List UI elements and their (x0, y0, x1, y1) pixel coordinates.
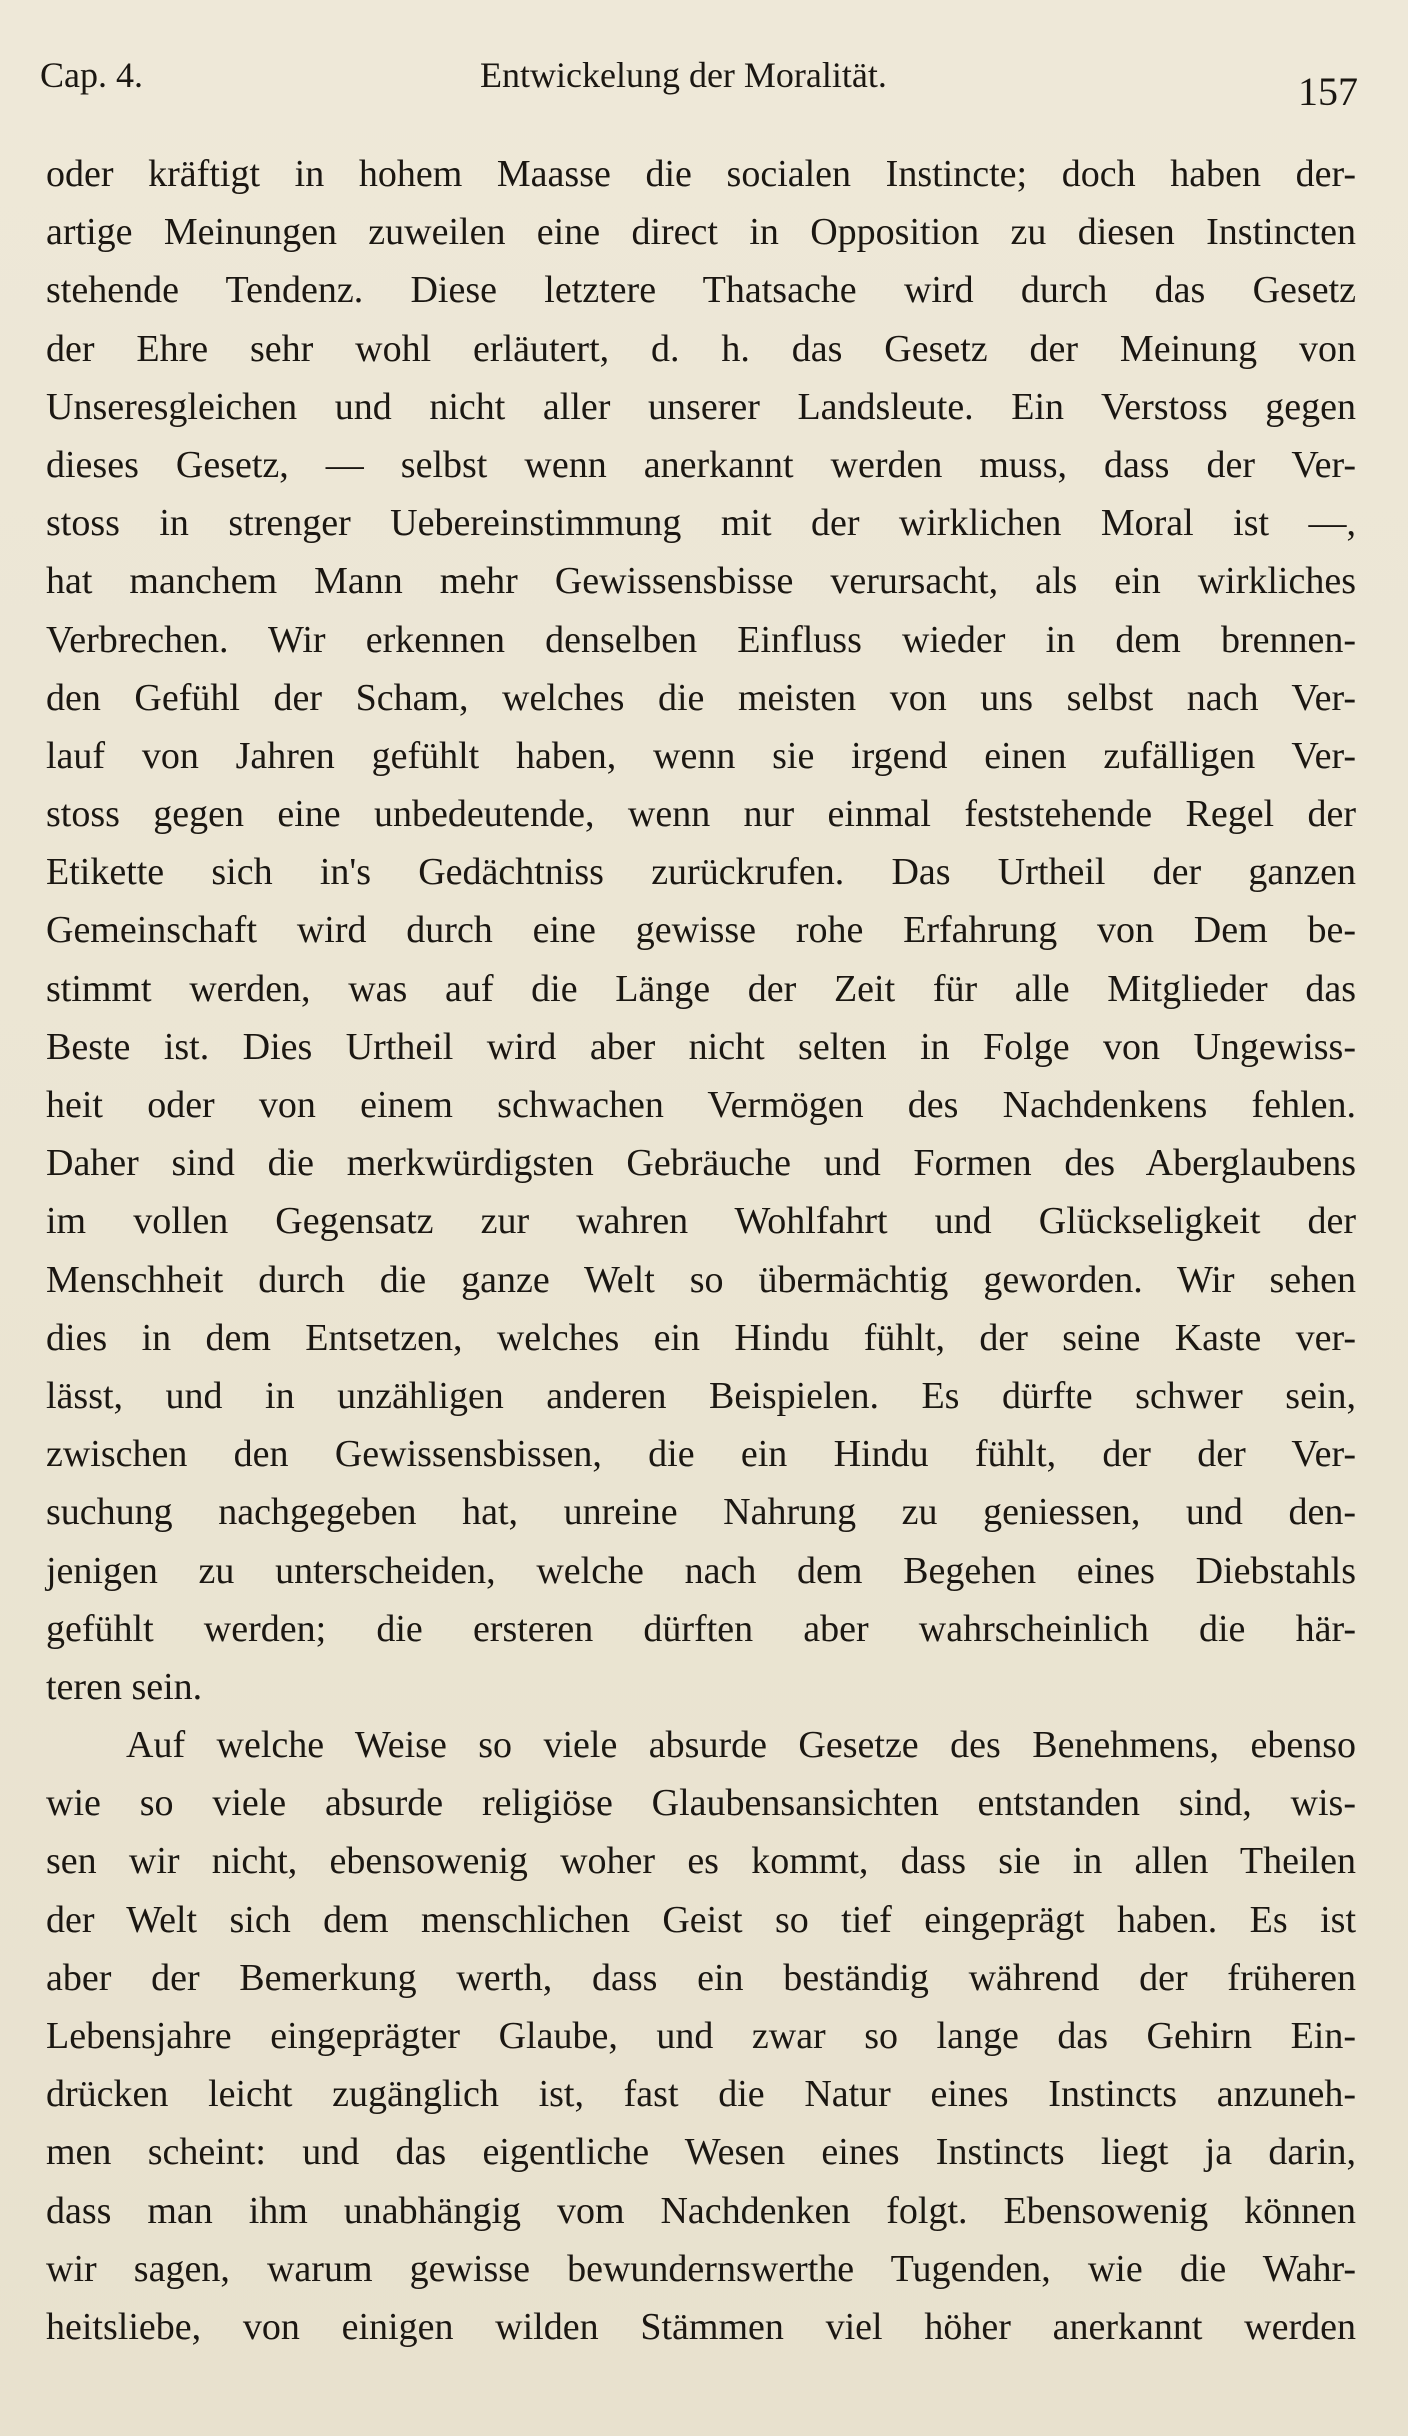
text-line: dieses Gesetz, — selbst wenn anerkannt werden muss, dass der Ver- (46, 443, 1356, 486)
text-line: stimmt werden, was auf die Länge der Zeit für alle Mitglieder das (46, 967, 1356, 1010)
text-line: wie so viele absurde religiöse Glaubensansichten entstanden sind, wis- (46, 1782, 1356, 1825)
paragraph-end-line: teren sein. (46, 1665, 203, 1708)
text-line: hat manchem Mann mehr Gewissensbisse verursacht, als ein wirkliches (46, 560, 1356, 603)
text-line: jenigen zu unterscheiden, welche nach dem Begehen eines Diebstahls (46, 1549, 1356, 1592)
text-line: suchung nachgegeben hat, unreine Nahrung zu geniessen, und den- (46, 1491, 1356, 1534)
text-line: aber der Bemerkung werth, dass ein beständig während der früheren (46, 1956, 1356, 1999)
text-line: heit oder von einem schwachen Vermögen des Nachdenkens fehlen. (46, 1084, 1356, 1126)
text-line: der Ehre sehr wohl erläutert, d. h. das Gesetz der Meinung von (46, 327, 1356, 370)
text-line: wir sagen, warum gewisse bewundernswerthe Tugenden, wie die Wahr- (46, 2247, 1356, 2290)
text-line: zwischen den Gewissensbissen, die ein Hindu fühlt, der der Ver- (46, 1433, 1356, 1476)
text-line: stehende Tendenz. Diese letztere Thatsache wird durch das Gesetz (46, 269, 1356, 312)
text-line: oder kräftigt in hohem Maasse die socialen Instincte; doch haben der- (46, 153, 1356, 195)
text-line: drücken leicht zugänglich ist, fast die Natur eines Instincts anzuneh- (46, 2073, 1356, 2116)
text-line: Beste ist. Dies Urtheil wird aber nicht selten in Folge von Ungewiss- (46, 1025, 1356, 1068)
text-line: Gemeinschaft wird durch eine gewisse rohe Erfahrung von Dem be- (46, 909, 1356, 952)
text-line: lässt, und in unzähligen anderen Beispielen. Es dürfte schwer sein, (46, 1374, 1356, 1417)
text-line: heitsliebe, von einigen wilden Stämmen viel höher anerkannt werden (46, 2305, 1356, 2348)
page-number: 157 (1298, 69, 1358, 114)
text-line: artige Meinungen zuweilen eine direct in Opposition zu diesen Instincten (46, 211, 1356, 254)
chapter-title: Entwickelung der Moralität. (480, 55, 887, 95)
text-line: Etikette sich in's Gedächtniss zurückrufen. Das Urtheil der ganzen (46, 851, 1356, 894)
text-line: der Welt sich dem menschlichen Geist so tief eingeprägt haben. Es ist (46, 1898, 1356, 1941)
text-line: gefühlt werden; die ersteren dürften aber wahrscheinlich die här- (46, 1607, 1356, 1650)
text-line: im vollen Gegensatz zur wahren Wohlfahrt und Glückseligkeit der (46, 1200, 1356, 1243)
body-text (46, 145, 1356, 2356)
text-line: lauf von Jahren gefühlt haben, wenn sie irgend einen zufälligen Ver- (46, 734, 1356, 777)
text-line: stoss in strenger Uebereinstimmung mit der wirklichen Moral ist —, (46, 502, 1356, 545)
text-line: stoss gegen eine unbedeutende, wenn nur einmal feststehende Regel der (46, 793, 1356, 836)
paragraph-start-line: Auf welche Weise so viele absurde Gesetze des Benehmens, ebenso (126, 1724, 1356, 1767)
text-line: dass man ihm unabhängig vom Nachdenken folgt. Ebensowenig können (46, 2189, 1356, 2232)
text-line: men scheint: und das eigentliche Wesen eines Instincts liegt ja darin, (46, 2131, 1356, 2174)
text-line: dies in dem Entsetzen, welches ein Hindu fühlt, der seine Kaste ver- (46, 1316, 1356, 1359)
text-line: den Gefühl der Scham, welches die meisten von uns selbst nach Ver- (46, 676, 1356, 719)
text-line: Unseresgleichen und nicht aller unserer Landsleute. Ein Verstoss gegen (46, 385, 1356, 428)
text-line: Verbrechen. Wir erkennen denselben Einfluss wieder in dem brennen- (46, 618, 1356, 661)
chapter-label: Cap. 4. (40, 55, 143, 95)
text-line: Daher sind die merkwürdigsten Gebräuche und Formen des Aberglaubens (46, 1142, 1356, 1185)
text-line: sen wir nicht, ebensowenig woher es kommt, dass sie in allen Theilen (46, 1840, 1356, 1883)
text-line: Lebensjahre eingeprägter Glaube, und zwar so lange das Gehirn Ein- (46, 2015, 1356, 2057)
text-line: Menschheit durch die ganze Welt so übermächtig geworden. Wir sehen (46, 1258, 1356, 1301)
running-header (40, 40, 1358, 120)
